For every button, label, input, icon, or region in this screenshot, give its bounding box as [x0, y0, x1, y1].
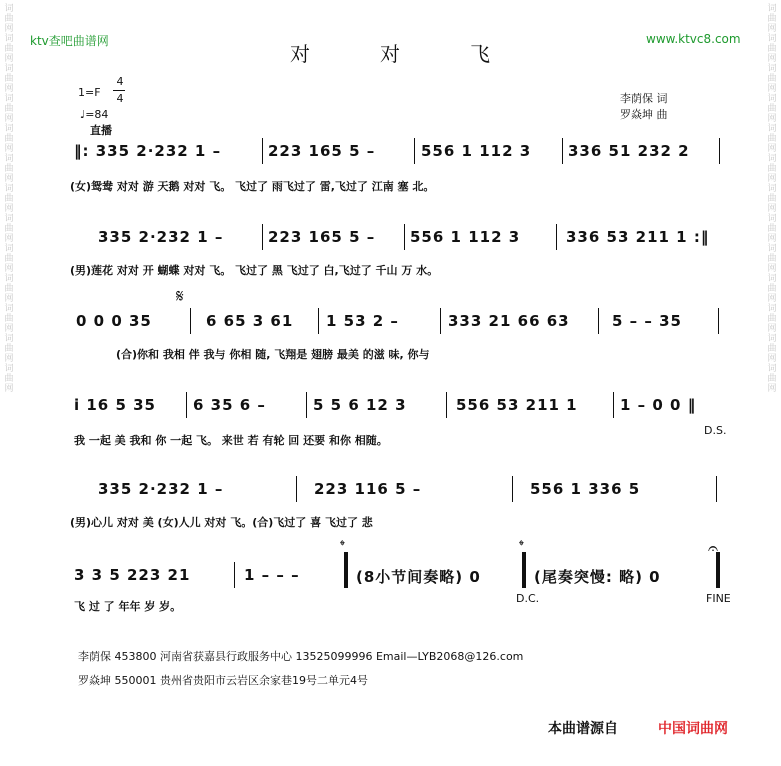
- measure: 556 1 336 5: [530, 480, 641, 498]
- lyricist: 李荫保 词: [620, 92, 668, 105]
- barline: [718, 308, 719, 334]
- measure: 1 – – –: [244, 566, 300, 584]
- measure: 223 165 5 –: [268, 142, 376, 160]
- barline: [186, 392, 187, 418]
- contact-composer: 罗焱坤 550001 贵州省贵阳市云岩区余家巷19号二单元4号: [78, 674, 368, 687]
- measure: 5 – – 35: [612, 312, 682, 330]
- coda-icon: 𝄌: [519, 538, 524, 554]
- barline: [512, 476, 513, 502]
- measure: 335 2·232 1 –: [98, 228, 224, 246]
- time-signature-line: [113, 90, 125, 91]
- barline: [414, 138, 415, 164]
- outro-note: (尾奏突慢: 略) 0: [534, 568, 661, 586]
- contact-lyricist: 李荫保 453800 河南省获嘉县行政服务中心 13525099996 Email—LYB2068@126.com: [78, 650, 524, 663]
- barline: [446, 392, 447, 418]
- barline: [404, 224, 405, 250]
- measure: 6 35 6 –: [193, 396, 266, 414]
- composer: 罗焱坤 曲: [620, 108, 668, 121]
- key-signature: 1=F: [78, 86, 101, 99]
- fine-marking: FINE: [706, 592, 731, 605]
- barline: [296, 476, 297, 502]
- barline: [598, 308, 599, 334]
- site-right: www.ktvc8.com: [646, 32, 741, 46]
- barline: [262, 138, 263, 164]
- lyric-line: 我 一起 美 我和 你 一起 飞。 来世 若 有轮 回 还要 和你 相随。: [74, 434, 388, 447]
- barline: [556, 224, 557, 250]
- song-title: 对对飞: [290, 42, 560, 66]
- segno-icon: 𝄋: [176, 286, 184, 307]
- barline: [719, 138, 720, 164]
- measure: 5 5 6 12 3: [313, 396, 407, 414]
- watermark-text: 词曲网词曲网词曲网词曲网词曲网词曲网词曲网词曲网词曲网词曲网词曲网词曲网词曲网: [767, 4, 777, 394]
- source-site: 中国词曲网: [658, 721, 728, 737]
- barline: [440, 308, 441, 334]
- measure: 335 2·232 1 –: [98, 480, 224, 498]
- barline: [306, 392, 307, 418]
- barline: [262, 224, 263, 250]
- lyric-line: (合)你和 我相 伴 我与 你相 随, 飞翔是 翅膀 最美 的滋 味, 你与: [116, 348, 430, 361]
- measure: 6 65 3 61: [206, 312, 294, 330]
- left-watermark: [2, 0, 16, 766]
- barline: [613, 392, 614, 418]
- measure: 556 1 112 3: [421, 142, 532, 160]
- tempo-marking: ♩=84: [80, 108, 109, 121]
- style-marking: 直播: [90, 124, 112, 137]
- coda-icon: 𝄌: [340, 538, 345, 554]
- measure: 3 3 5 223 21: [74, 566, 191, 584]
- ds-marking: D.S.: [704, 424, 727, 437]
- double-barline: [344, 552, 348, 588]
- barline: [234, 562, 235, 588]
- measure: 333 21 66 63: [448, 312, 570, 330]
- site-left: ktv查吧曲谱网: [30, 34, 109, 48]
- measure: 1 – 0 0 ‖: [620, 396, 697, 414]
- lyric-line: (男)莲花 对对 开 蝴蝶 对对 飞。 飞过了 黑 飞过了 白,飞过了 千山 万 水。: [70, 264, 439, 277]
- measure: 223 116 5 –: [314, 480, 422, 498]
- barline: [716, 476, 717, 502]
- dc-marking: D.C.: [516, 592, 540, 605]
- measure: 556 1 112 3: [410, 228, 521, 246]
- fermata-icon: 𝄐: [708, 538, 719, 559]
- double-barline: [522, 552, 526, 588]
- barline: [562, 138, 563, 164]
- measure: i 16 5 35: [74, 396, 156, 414]
- barline: [318, 308, 319, 334]
- measure: 1 53 2 –: [326, 312, 399, 330]
- measure: ‖: 335 2·232 1 –: [74, 142, 222, 160]
- lyric-line: (女)鸳鸯 对对 游 天鹅 对对 飞。 飞过了 雨飞过了 雷,飞过了 江南 塞 北。: [70, 180, 435, 193]
- time-signature-top: 4: [116, 75, 124, 88]
- time-signature-bottom: 4: [116, 92, 124, 105]
- right-watermark: [765, 0, 779, 766]
- lyric-line: (男)心儿 对对 美 (女)人儿 对对 飞。(合)飞过了 喜 飞过了 悲: [70, 516, 373, 529]
- measure: 336 53 211 1 :‖: [566, 228, 710, 246]
- interlude-note: (8小节间奏略) 0: [356, 568, 481, 586]
- source-label: 本曲谱源自: [548, 721, 618, 737]
- measure: 556 53 211 1: [456, 396, 578, 414]
- measure: 223 165 5 –: [268, 228, 376, 246]
- lyric-line: 飞 过 了 年年 岁 岁。: [74, 600, 182, 613]
- watermark-text: 词曲网词曲网词曲网词曲网词曲网词曲网词曲网词曲网词曲网词曲网词曲网词曲网词曲网: [4, 4, 14, 394]
- barline: [190, 308, 191, 334]
- measure: 0 0 0 35: [76, 312, 152, 330]
- measure: 336 51 232 2: [568, 142, 690, 160]
